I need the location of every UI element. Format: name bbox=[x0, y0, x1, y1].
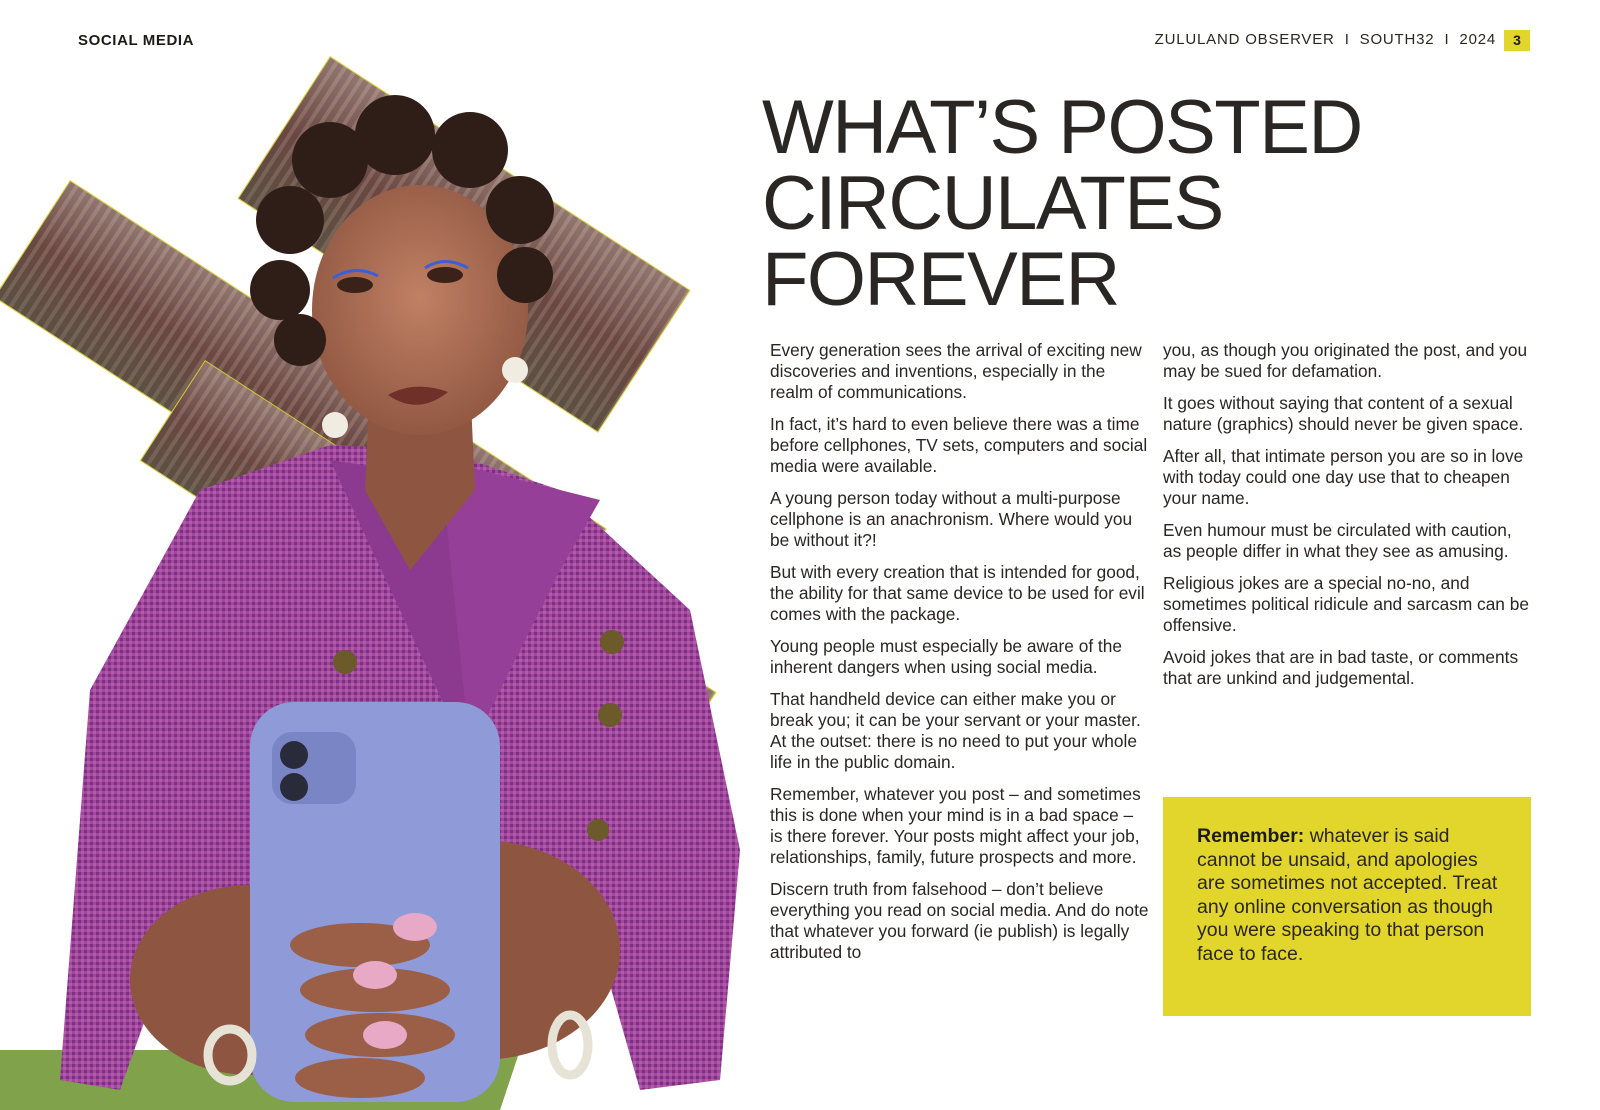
year: 2024 bbox=[1459, 31, 1496, 48]
paragraph: Young people must especially be aware of the inherent dangers when using social media. bbox=[770, 636, 1122, 677]
header-separator: I bbox=[1344, 31, 1350, 48]
publication-name: ZULULAND OBSERVER bbox=[1154, 31, 1335, 48]
article-column-1 bbox=[770, 340, 1150, 974]
paragraph: Avoid jokes that are in bad taste, or comments that are unkind and judgemental. bbox=[1163, 647, 1519, 688]
woman-taking-selfie-icon bbox=[0, 50, 750, 1110]
header-separator: I bbox=[1444, 31, 1450, 48]
headline-line: FOREVER bbox=[762, 237, 1119, 322]
paragraph: After all, that intimate person you are so in love with today could one day use that to cheapen your name. bbox=[1163, 446, 1524, 508]
headline-line: WHAT’S POSTED bbox=[762, 85, 1362, 170]
headline-line: CIRCULATES bbox=[762, 161, 1223, 246]
callout-lead: Remember: bbox=[1197, 825, 1305, 847]
paragraph: In fact, it’s hard to even believe there was a time before cellphones, TV sets, computers and social media were available. bbox=[770, 414, 1148, 476]
headline bbox=[762, 85, 1362, 322]
paragraph: That handheld device can either make you or break you; it can be your servant or your master. At the outset: there is no need to put your whole life in the public domain. bbox=[770, 689, 1141, 772]
section-label: SOCIAL MEDIA bbox=[78, 32, 195, 49]
paragraph: Religious jokes are a special no-no, and sometimes political ridicule and sarcasm can be offensive. bbox=[1163, 573, 1529, 635]
running-header bbox=[1155, 31, 1496, 48]
paragraph: you, as though you originated the post, and you may be sued for defamation. bbox=[1163, 340, 1528, 381]
partner-name: SOUTH32 bbox=[1359, 31, 1435, 48]
paragraph: Remember, whatever you post – and sometimes this is done when your mind is in a bad space – is there forever. Your posts might affect your job, relationships, family, future prospects and more. bbox=[770, 784, 1141, 867]
paragraph: A young person today without a multi-purpose cellphone is an anachronism. Where would you be without it?! bbox=[770, 488, 1133, 550]
paragraph: But with every creation that is intended for good, the ability for that same device to be used for evil comes with the package. bbox=[770, 562, 1145, 624]
callout-text: whatever is said cannot be unsaid, and apologies are sometimes not accepted. Treat any online conversation as though you were speaking to that person face to face. bbox=[1197, 825, 1498, 965]
paragraph: It goes without saying that content of a sexual nature (graphics) should never be given space. bbox=[1163, 393, 1524, 434]
article-column-2 bbox=[1163, 340, 1533, 700]
photo-collage bbox=[0, 50, 750, 1110]
paragraph: Discern truth from falsehood – don’t believe everything you read on social media. And do note that whatever you forward (ie publish) is legally attributed to bbox=[770, 879, 1149, 962]
paragraph: Every generation sees the arrival of exciting new discoveries and inventions, especially in the realm of communications. bbox=[770, 340, 1142, 402]
callout-box bbox=[1163, 797, 1531, 1016]
page-number: 3 bbox=[1504, 30, 1530, 51]
paragraph: Even humour must be circulated with caution, as people differ in what they see as amusing. bbox=[1163, 520, 1512, 561]
